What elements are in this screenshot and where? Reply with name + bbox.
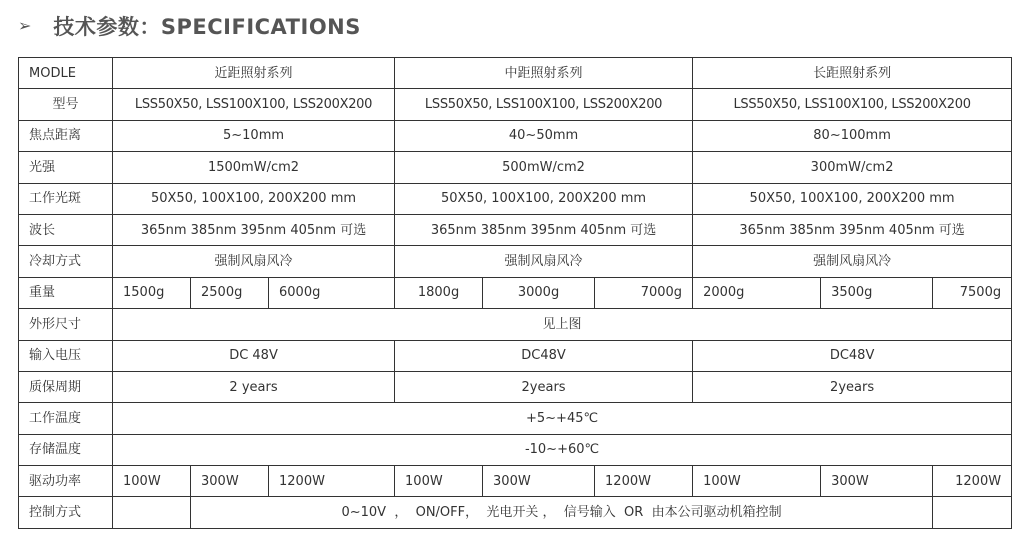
row-label-input-voltage: 输入电压 <box>19 340 113 371</box>
weight-far-2: 3500g <box>821 277 933 308</box>
control-value: 0~10V ， ON/OFF， 光电开关 ， 信号输入 OR 由本公司驱动机箱控制 <box>191 497 933 528</box>
table-row-cooling <box>19 246 1012 277</box>
table-row-dimensions <box>19 309 1012 340</box>
row-label-focal-distance: 焦点距离 <box>19 120 113 151</box>
drive-power-near-1: 100W <box>113 466 191 497</box>
section-header <box>18 6 361 46</box>
cooling-mid: 强制风扇风冷 <box>395 246 693 277</box>
wavelength-far: 365nm 385nm 395nm 405nm 可选 <box>693 214 1012 245</box>
spot-near: 50X50, 100X100, 200X200 mm <box>113 183 395 214</box>
intensity-far: 300mW/cm2 <box>693 152 1012 183</box>
focal-distance-far: 80~100mm <box>693 120 1012 151</box>
input-voltage-far: DC48V <box>693 340 1012 371</box>
table-row-wavelength <box>19 214 1012 245</box>
table-row-spot <box>19 183 1012 214</box>
row-label-spot: 工作光斑 <box>19 183 113 214</box>
input-voltage-near: DC 48V <box>113 340 395 371</box>
weight-mid-3: 7000g <box>595 277 693 308</box>
drive-power-far-3: 1200W <box>933 466 1012 497</box>
row-label-cooling: 冷却方式 <box>19 246 113 277</box>
weight-near-2: 2500g <box>191 277 269 308</box>
row-label-weight: 重量 <box>19 277 113 308</box>
drive-power-far-1: 100W <box>693 466 821 497</box>
intensity-mid: 500mW/cm2 <box>395 152 693 183</box>
drive-power-mid-2: 300W <box>483 466 595 497</box>
intensity-near: 1500mW/cm2 <box>113 152 395 183</box>
model-near: LSS50X50, LSS100X100, LSS200X200 <box>113 89 395 120</box>
wavelength-near: 365nm 385nm 395nm 405nm 可选 <box>113 214 395 245</box>
series-far-header: 长距照射系列 <box>693 58 1012 89</box>
arrow-bullet-icon: ➢ <box>18 16 32 35</box>
drive-power-mid-3: 1200W <box>595 466 693 497</box>
table-row-focal-distance <box>19 120 1012 151</box>
row-label-storage-temp: 存储温度 <box>19 434 113 465</box>
spot-mid: 50X50, 100X100, 200X200 mm <box>395 183 693 214</box>
table-row-input-voltage <box>19 340 1012 371</box>
dimensions-value: 见上图 <box>113 309 1012 340</box>
focal-distance-near: 5~10mm <box>113 120 395 151</box>
drive-power-mid-1: 100W <box>395 466 483 497</box>
spot-far: 50X50, 100X100, 200X200 mm <box>693 183 1012 214</box>
table-row-working-temp <box>19 403 1012 434</box>
row-label-working-temp: 工作温度 <box>19 403 113 434</box>
storage-temp-value: -10~+60℃ <box>113 434 1012 465</box>
row-label-model: 型号 <box>19 89 113 120</box>
table-row-intensity <box>19 152 1012 183</box>
table-row-weight <box>19 277 1012 308</box>
table-row-warranty <box>19 371 1012 402</box>
drive-power-far-2: 300W <box>821 466 933 497</box>
weight-far-1: 2000g <box>693 277 821 308</box>
section-title: 技术参数：SPECIFICATIONS <box>53 15 361 39</box>
warranty-near: 2 years <box>113 371 395 402</box>
control-empty-right <box>933 497 1012 528</box>
row-label-dimensions: 外形尺寸 <box>19 309 113 340</box>
control-empty-left <box>113 497 191 528</box>
table-row-modle <box>19 58 1012 89</box>
weight-mid-1: 1800g <box>395 277 483 308</box>
cooling-far: 强制风扇风冷 <box>693 246 1012 277</box>
series-near-header: 近距照射系列 <box>113 58 395 89</box>
series-mid-header: 中距照射系列 <box>395 58 693 89</box>
wavelength-mid: 365nm 385nm 395nm 405nm 可选 <box>395 214 693 245</box>
input-voltage-mid: DC48V <box>395 340 693 371</box>
row-label-warranty: 质保周期 <box>19 371 113 402</box>
table-row-control <box>19 497 1012 528</box>
warranty-far: 2years <box>693 371 1012 402</box>
weight-far-3: 7500g <box>933 277 1012 308</box>
cooling-near: 强制风扇风冷 <box>113 246 395 277</box>
weight-near-3: 6000g <box>269 277 395 308</box>
weight-mid-2: 3000g <box>483 277 595 308</box>
warranty-mid: 2years <box>395 371 693 402</box>
table-row-model <box>19 89 1012 120</box>
focal-distance-mid: 40~50mm <box>395 120 693 151</box>
table-row-drive-power <box>19 466 1012 497</box>
row-label-control: 控制方式 <box>19 497 113 528</box>
table-row-storage-temp <box>19 434 1012 465</box>
working-temp-value: +5~+45℃ <box>113 403 1012 434</box>
row-label-drive-power: 驱动功率 <box>19 466 113 497</box>
row-label-modle: MODLE <box>19 58 113 89</box>
drive-power-near-3: 1200W <box>269 466 395 497</box>
weight-near-1: 1500g <box>113 277 191 308</box>
model-mid: LSS50X50, LSS100X100, LSS200X200 <box>395 89 693 120</box>
row-label-intensity: 光强 <box>19 152 113 183</box>
model-far: LSS50X50, LSS100X100, LSS200X200 <box>693 89 1012 120</box>
specifications-table <box>18 57 1012 529</box>
row-label-wavelength: 波长 <box>19 214 113 245</box>
drive-power-near-2: 300W <box>191 466 269 497</box>
